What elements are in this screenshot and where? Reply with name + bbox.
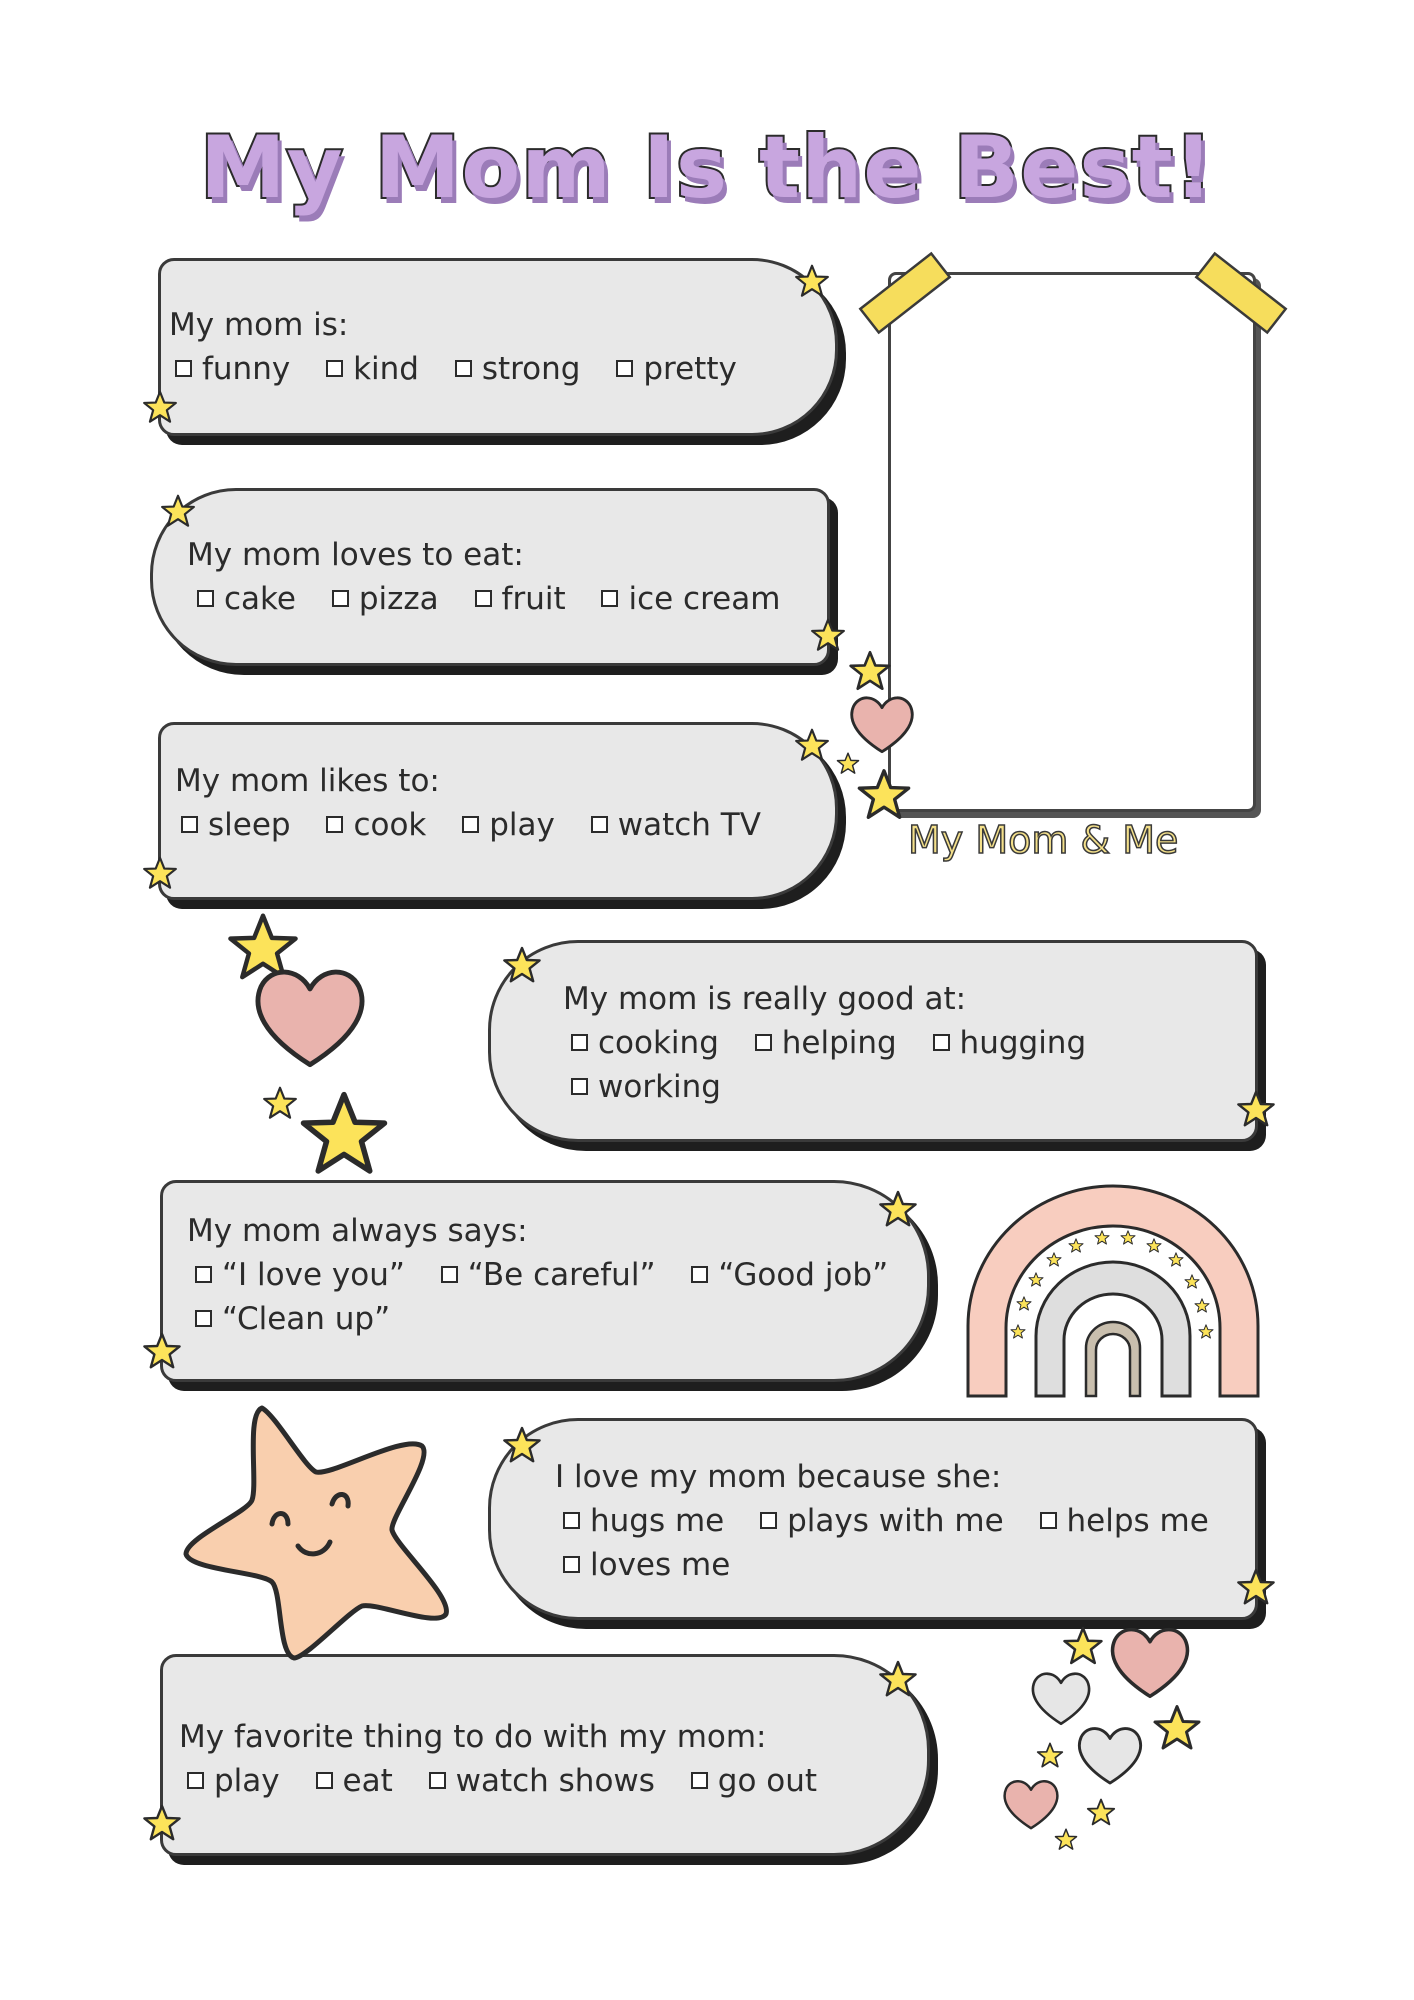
checkbox[interactable] — [1040, 1512, 1057, 1529]
card-likes-to — [158, 722, 838, 900]
star-icon — [262, 1086, 298, 1122]
option-loves-me[interactable]: loves me — [563, 1543, 730, 1587]
star-icon — [1236, 1568, 1276, 1608]
checkbox[interactable] — [616, 360, 633, 377]
checkbox[interactable] — [563, 1556, 580, 1573]
checkbox[interactable] — [332, 590, 349, 607]
option-hugs-me[interactable]: hugs me — [563, 1499, 724, 1543]
checkbox[interactable] — [326, 360, 343, 377]
star-icon — [878, 1660, 918, 1700]
checkbox[interactable] — [326, 816, 343, 833]
checkbox[interactable] — [571, 1078, 588, 1095]
heart-icon — [248, 962, 372, 1072]
option-helping[interactable]: helping — [755, 1021, 897, 1065]
option-watch-tv[interactable]: watch TV — [591, 803, 761, 847]
page-title: My Mom Is the Best! — [200, 118, 1214, 218]
heart-icon — [1106, 1622, 1194, 1702]
star-icon — [1236, 1090, 1276, 1130]
checkbox[interactable] — [429, 1772, 446, 1789]
option-good-job[interactable]: “Good job” — [691, 1253, 888, 1297]
checkbox[interactable] — [755, 1034, 772, 1051]
option-pizza[interactable]: pizza — [332, 577, 439, 621]
star-icon — [794, 264, 830, 300]
star-icon — [142, 1332, 182, 1372]
checkbox[interactable] — [441, 1266, 458, 1283]
checkbox[interactable] — [691, 1772, 708, 1789]
option-kind[interactable]: kind — [326, 347, 419, 391]
checkbox[interactable] — [455, 360, 472, 377]
card-favorite-thing — [160, 1654, 930, 1856]
heart-icon — [846, 692, 918, 756]
question-label: My mom likes to: — [175, 763, 440, 799]
card-loves-to-eat — [150, 488, 830, 666]
star-icon — [794, 728, 830, 764]
option-play[interactable]: play — [462, 803, 555, 847]
option-plays-with-me[interactable]: plays with me — [760, 1499, 1004, 1543]
option-clean-up[interactable]: “Clean up” — [195, 1297, 390, 1341]
checkbox[interactable] — [563, 1512, 580, 1529]
card-love-because — [488, 1418, 1258, 1620]
heart-icon — [1028, 1668, 1094, 1728]
star-icon — [142, 390, 178, 426]
checkbox[interactable] — [760, 1512, 777, 1529]
option-play[interactable]: play — [187, 1759, 280, 1803]
question-label: My mom is: — [169, 307, 349, 343]
question-label: I love my mom because she: — [555, 1459, 1002, 1495]
star-icon — [848, 650, 892, 694]
card-mom-is — [158, 258, 838, 436]
option-funny[interactable]: funny — [175, 347, 290, 391]
option-hugging[interactable]: hugging — [933, 1021, 1087, 1065]
option-helps-me[interactable]: helps me — [1040, 1499, 1209, 1543]
option-cake[interactable]: cake — [197, 577, 296, 621]
photo-frame[interactable] — [888, 272, 1256, 812]
heart-icon — [1074, 1722, 1146, 1788]
star-icon — [160, 494, 196, 530]
smiling-star-icon — [176, 1396, 466, 1666]
checkbox[interactable] — [601, 590, 618, 607]
checkbox[interactable] — [475, 590, 492, 607]
checkbox[interactable] — [195, 1310, 212, 1327]
star-icon — [878, 1190, 918, 1230]
checkbox[interactable] — [571, 1034, 588, 1051]
option-eat[interactable]: eat — [316, 1759, 393, 1803]
option-sleep[interactable]: sleep — [181, 803, 291, 847]
question-label: My favorite thing to do with my mom: — [179, 1719, 767, 1755]
option-cooking[interactable]: cooking — [571, 1021, 719, 1065]
option-i-love-you[interactable]: “I love you” — [195, 1253, 405, 1297]
checkbox[interactable] — [197, 590, 214, 607]
star-icon — [1086, 1798, 1116, 1828]
tape-right-icon — [1186, 248, 1296, 338]
star-icon — [810, 618, 846, 654]
question-label: My mom loves to eat: — [187, 537, 524, 573]
checkbox[interactable] — [195, 1266, 212, 1283]
checkbox[interactable] — [933, 1034, 950, 1051]
option-pretty[interactable]: pretty — [616, 347, 736, 391]
photo-caption: My Mom & Me — [908, 818, 1179, 862]
tape-left-icon — [850, 248, 960, 338]
option-cook[interactable]: cook — [326, 803, 426, 847]
star-icon — [1054, 1828, 1078, 1852]
option-ice-cream[interactable]: ice cream — [601, 577, 780, 621]
star-icon — [1062, 1626, 1104, 1668]
option-working[interactable]: working — [571, 1065, 721, 1109]
star-icon — [502, 946, 542, 986]
question-label: My mom always says: — [187, 1213, 528, 1249]
checkbox[interactable] — [691, 1266, 708, 1283]
checkbox[interactable] — [591, 816, 608, 833]
option-go-out[interactable]: go out — [691, 1759, 817, 1803]
option-be-careful[interactable]: “Be careful” — [441, 1253, 656, 1297]
checkbox[interactable] — [181, 816, 198, 833]
checkbox[interactable] — [316, 1772, 333, 1789]
star-icon — [298, 1090, 390, 1182]
checkbox[interactable] — [175, 360, 192, 377]
star-icon — [142, 1804, 182, 1844]
question-label: My mom is really good at: — [563, 981, 967, 1017]
star-icon — [1152, 1704, 1202, 1754]
option-watch-shows[interactable]: watch shows — [429, 1759, 655, 1803]
star-icon — [502, 1426, 542, 1466]
checkbox[interactable] — [187, 1772, 204, 1789]
star-icon — [142, 856, 178, 892]
option-strong[interactable]: strong — [455, 347, 581, 391]
option-fruit[interactable]: fruit — [475, 577, 566, 621]
checkbox[interactable] — [462, 816, 479, 833]
card-good-at — [488, 940, 1258, 1142]
rainbow-icon — [958, 1176, 1268, 1406]
star-icon — [856, 768, 912, 824]
heart-icon — [1000, 1776, 1062, 1832]
star-icon — [1036, 1742, 1064, 1770]
card-always-says — [160, 1180, 930, 1382]
